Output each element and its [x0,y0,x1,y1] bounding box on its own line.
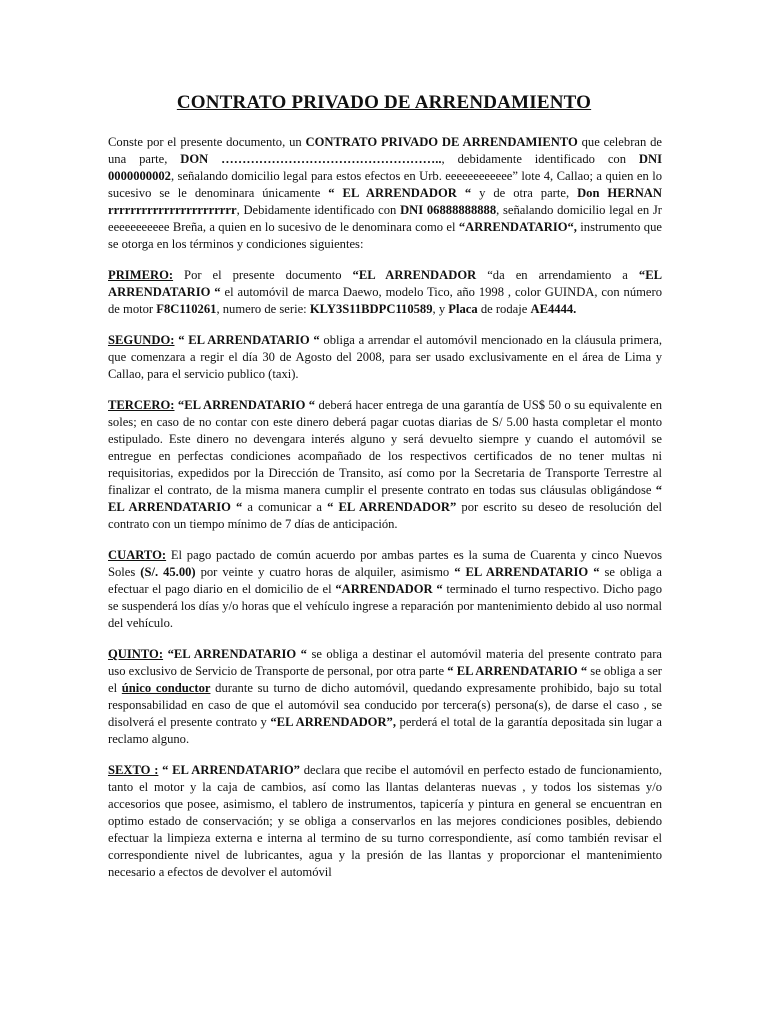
clause-heading: CUARTO: [108,548,167,562]
clause-text: deberá hacer entrega de una garantía de US$ 50 o su equivalente en soles; en caso de no contar con este dinero deberá pagar cuotas diarias de S/ 5.00 hasta completar el monto estipulado. Este dinero no devengara interés alguno y será devuelto siempre y cuando el automóvil se entregue en perfectas condiciones acompañado de los respectivos certificados de no tener multas ni requisitorias, expedidos por la Dirección de Transito, así como por la Secretaria de Transporte Terrestre al finalizar el contrato, de la misma manera cumplir el presente contrato en todas sus cláusulas obligándose [108,398,663,497]
clause-cuarto [108,547,662,632]
emphasized-text: único conductor [121,681,211,695]
emphasized-text: “ARRENDATARIO“, [458,220,577,234]
clause-text: perderá el total de la garantía depositada sin lugar a reclamo alguno. [108,715,662,746]
clause-text: , numero de serie: [216,302,310,316]
clause-text: , debidamente identificado con [441,152,639,166]
clause-text: obliga a arrendar el automóvil mencionado en la cláusula primera, que comenzara a regir el día 30 de Agosto del 2008, para ser usado exclusivamente en el área de Lima y Callao, para el servicio publico (taxi). [108,333,662,381]
clause-text: “da en arrendamiento a [476,268,639,282]
clause-text: terminado el turno respectivo. Dicho pago se suspenderá los días y/o horas que el vehículo ingrese a reparación por mantenimiento debido al uso normal del vehículo. [108,582,663,630]
clause-text: y de otra parte, [471,186,578,200]
emphasized-text: CONTRATO PRIVADO DE ARRENDAMIENTO [305,135,578,149]
clause-text: se obliga a destinar el automóvil materia del presente contrato para uso exclusivo de Servicio de Transporte de personal, por otra parte [108,647,663,678]
clause-tercero [108,397,662,533]
clause-text: por escrito su deseo de resolución del contrato con un tiempo mínimo de 7 días de anticipación. [108,500,663,531]
emphasized-text: “ EL ARRENDATARIO “ [447,664,588,678]
emphasized-text: “ EL ARRENDATARIO” [162,763,300,777]
clause-text: declara que recibe el automóvil en perfecto estado de funcionamiento, tanto el motor y la caja de cambios, así como las llantas delanteras nuevas , y todos los sistemas y/o accesorios que posee, asimismo, el tablero de instrumentos, tapicería y pintura en general se encuentran en optimo estado de conservación; y se obliga a conservarlos en las mejores condiciones posibles, debiendo efectuar la limpieza externa e interna al termino de su turno correspondiente, así como también revisar el correspondiente nivel de lubricantes, agua y la presión de las llantas y proporcionar el mantenimiento necesario a efectos de devolver el automóvil [108,763,663,879]
clause-text: Conste por el presente documento, un [108,135,306,149]
clause-text: , señalando domicilio legal en Jr eeeeeeeeeee Breña, a quien en lo sucesivo de le denominara como el [108,203,662,234]
emphasized-text: “EL ARRENDADOR”, [270,715,397,729]
emphasized-text: “EL ARRENDATARIO “ [167,647,307,661]
clause-text: , señalando domicilio legal para estos efectos en Urb. eeeeeeeeeeee” lote 4, Callao; a quien en lo sucesivo se le denominara únicamente [108,169,662,200]
emphasized-text: Don HERNAN rrrrrrrrrrrrrrrrrrrrrrr [108,186,662,217]
clause-text: se obliga a efectuar el pago diario en el domicilio de el [108,565,662,596]
clause-sexto [108,762,662,881]
emphasized-text: “EL ARRENDATARIO “ [108,268,662,299]
emphasized-text: “ EL ARRENDADOR “ [328,186,472,200]
emphasized-text: (S/. 45.00) [140,565,196,579]
emphasized-text: AE4444. [530,302,577,316]
emphasized-text: “ EL ARRENDATARIO “ [454,565,600,579]
document-title: CONTRATO PRIVADO DE ARRENDAMIENTO [176,92,592,113]
clause-text: durante su turno de dicho automóvil, quedando expresamente prohibido, bajo su total responsabilidad en caso de que el automóvil sea conducido por tercera(s) persona(s), de darse el caso , se disolverá el presente contrato y [108,681,663,729]
clause-heading: PRIMERO: [108,268,174,282]
clause-text: a comunicar a [242,500,328,514]
clause-text: , Debidamente identificado con [236,203,401,217]
clause-text: que celebran de una parte, [108,135,662,166]
clause-heading: SEXTO : [108,763,159,777]
clause-text: por veinte y cuatro horas de alquiler, asimismo [195,565,455,579]
clause-heading: SEGUNDO: [108,333,175,347]
clause-heading: QUINTO: [108,647,164,661]
emphasized-text: DNI 0000000002 [108,152,662,183]
clause-segundo [108,332,662,383]
emphasized-text: F8C110261 [156,302,217,316]
emphasized-text: “ARRENDADOR “ [335,582,443,596]
document-body [108,134,662,895]
emphasized-text: DON …………………………………………….. [180,152,442,166]
emphasized-text: KLY3S11BDPC110589 [309,302,433,316]
clause-text: , y [432,302,449,316]
emphasized-text: “ EL ARRENDATARIO “ [178,333,320,347]
clause-heading: TERCERO: [108,398,175,412]
emphasized-text: “EL ARRENDADOR [352,268,477,282]
clause-text: Por el presente documento [173,268,353,282]
clause-text: el automóvil de marca Daewo, modelo Tico, año 1998 , color GUINDA, con número de motor [108,285,662,316]
emphasized-text: DNI 06888888888 [400,203,497,217]
clause-text: de rodaje [477,302,531,316]
clause-primero [108,267,662,318]
emphasized-text: “EL ARRENDATARIO “ [177,398,316,412]
clause-text: se obliga a ser el [108,664,662,695]
clause-text: El pago pactado de común acuerdo por ambas partes es la suma de Cuarenta y cinco Nuevos Soles [108,548,662,579]
clause-text: instrumento que se otorga en los términos y condiciones siguientes: [108,220,662,251]
emphasized-text: “ EL ARRENDATARIO “ [108,483,662,514]
clause-intro [108,134,662,253]
clause-quinto [108,646,662,748]
emphasized-text: “ EL ARRENDADOR” [327,500,457,514]
emphasized-text: Placa [448,302,478,316]
